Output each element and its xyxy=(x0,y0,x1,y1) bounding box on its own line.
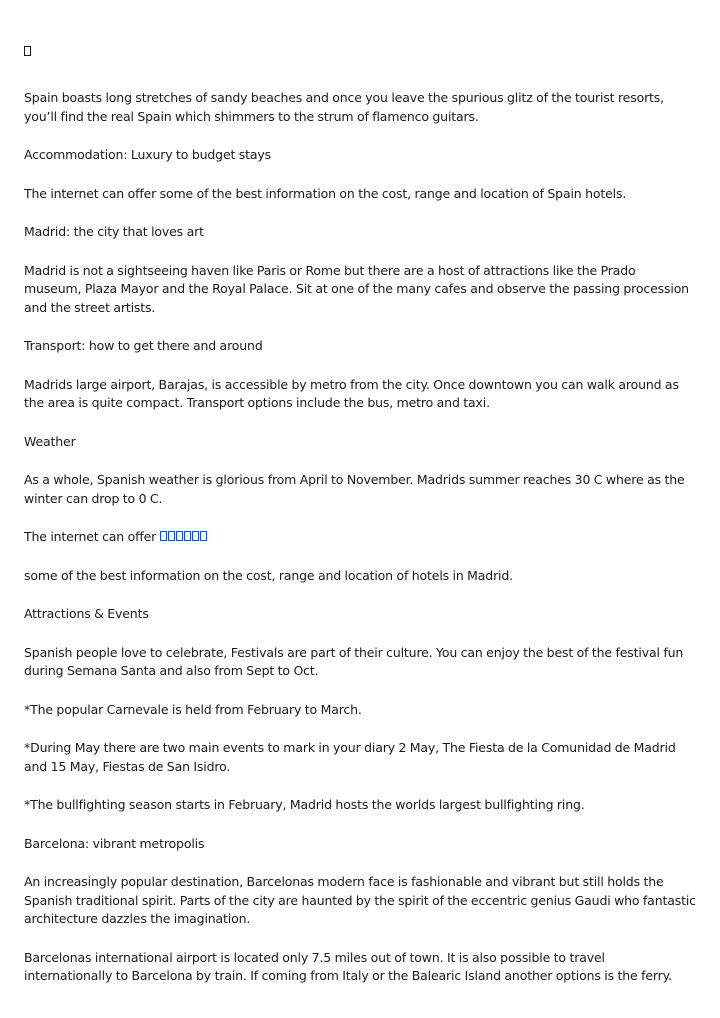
paragraph-transport: Madrids large airport, Barajas, is accessible by metro from the city. Once downtown you can walk around as the area is quite compact. Transport options include the bus, metro and taxi. xyxy=(24,376,679,410)
paragraph-intro: Spain boasts long stretches of sandy beaches and once you leave the spurious glitz of the tourist resorts, you’ll find the real Spain which shimmers to the strum of flamenco guitars. xyxy=(24,90,664,124)
missing-glyph-icon xyxy=(24,42,696,60)
document-body xyxy=(24,42,696,1006)
missing-glyph-link-icon[interactable] xyxy=(160,529,208,544)
heading-weather: Weather xyxy=(24,433,76,449)
heading-transport: Transport: how to get there and around xyxy=(24,338,263,353)
bullet-may-events: *During May there are two main events to mark in your diary 2 May, The Fiesta de la Comunidad de Madrid and 15 May, Fiestas de San Isidro. xyxy=(24,740,676,774)
heading-madrid: Madrid: the city that loves art xyxy=(24,224,204,239)
paragraph-madrid: Madrid is not a sightseeing haven like Paris or Rome but there are a host of attractions like the Prado museum, Plaza Mayor and the Royal Palace. Sit at one of the many cafes and observe the passing procession and the street artists. xyxy=(24,262,689,315)
heading-attractions: Attractions & Events xyxy=(24,606,149,621)
paragraph-barcelona: An increasingly popular destination, Barcelonas modern face is fashionable and vibrant but still holds the Spanish traditional spirit. Parts of the city are haunted by the spirit of the eccentric genius Gaudi who fantastic architecture dazzles the imagination. xyxy=(24,874,696,926)
paragraph-accommodation: The internet can offer some of the best information on the cost, range and location of Spain hotels. xyxy=(24,185,627,201)
heading-barcelona: Barcelona: vibrant metropolis xyxy=(24,835,205,851)
paragraph-weather: As a whole, Spanish weather is glorious from April to November. Madrids summer reaches 30 C where as the winter can drop to 0 C. xyxy=(24,472,685,506)
paragraph-madrid-hotels: some of the best information on the cost, range and location of hotels in Madrid. xyxy=(24,567,513,583)
paragraph-internet-link xyxy=(24,528,696,547)
bullet-bullfighting: *The bullfighting season starts in February, Madrid hosts the worlds largest bullfighting ring. xyxy=(24,797,585,812)
heading-accommodation: Accommodation: Luxury to budget stays xyxy=(24,147,271,162)
paragraph-barcelona-transport: Barcelonas international airport is located only 7.5 miles out of town. It is also possible to travel internationally to Barcelona by train. If coming from Italy or the Balearic Island another options is the ferry. xyxy=(24,949,672,983)
bullet-carnevale: *The popular Carnevale is held from February to March. xyxy=(24,701,362,717)
paragraph-festivals: Spanish people love to celebrate, Festivals are part of their culture. You can enjoy the best of the festival fun during Semana Santa and also from Sept to Oct. xyxy=(24,644,684,678)
internet-link-prefix: The internet can offer xyxy=(24,529,160,544)
